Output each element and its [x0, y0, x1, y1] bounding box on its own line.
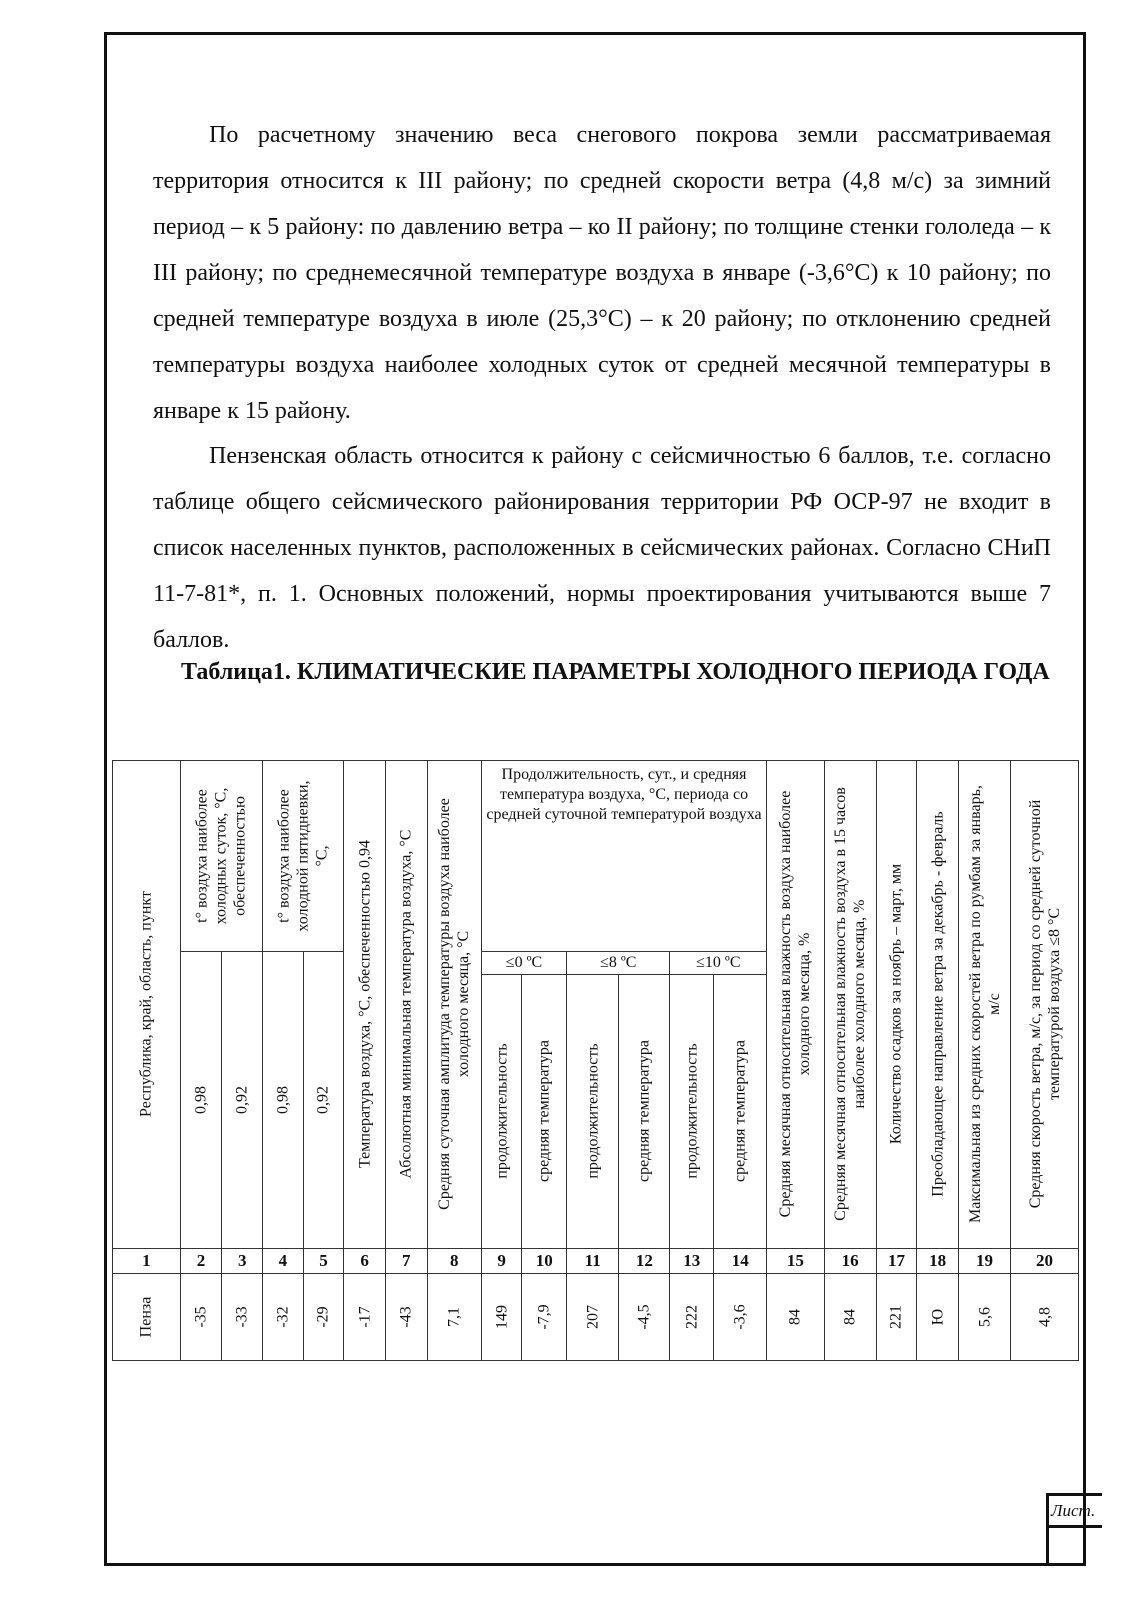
- paragraph-seismic: Пензенская область относится к району с сейсмичностью 6 баллов, т.е. согласно таблице общего сейсмического районирования территории РФ ОСР-97 не входит в список населенных пунктов, расположенных в сейсмических районах. Согласно СНиП 11-7-81*, п. 1. Основных положений, нормы проектирования учитываются выше 7 баллов.: [153, 443, 1051, 653]
- col-num: 8: [427, 1248, 481, 1273]
- cell-value: -4,5: [619, 1273, 670, 1360]
- header-humidity: Средняя месячная относительная влажность воздуха наиболее холодного месяца, %: [767, 761, 824, 1249]
- header-humidity-15h: Средняя месячная относительная влажность воздуха в 15 часов наиболее холодного месяца, %: [824, 761, 876, 1249]
- cell-value: 7,1: [427, 1273, 481, 1360]
- col-num: 20: [1011, 1248, 1079, 1273]
- col-num: 18: [917, 1248, 959, 1273]
- col-num: 10: [522, 1248, 567, 1273]
- col-num: 3: [222, 1248, 263, 1273]
- cell-value: -29: [303, 1273, 344, 1360]
- climate-table: [112, 760, 1079, 1361]
- cell-value: -7,9: [522, 1273, 567, 1360]
- sub-cold-day-092: 0,92: [222, 952, 263, 1249]
- table-row: [113, 1273, 1079, 1360]
- paragraph-snow-wind: По расчетному значению веса снегового покрова земли рассматриваемая территория относится к III району; по средней скорости ветра (4,8 м/с) за зимний период – к 5 району: по давлению ветра – ко II району; по толщине стенки гололеда – к III району; по среднемесячной температуре воздуха в январе (-3,6°С) к 10 району; по средней температуре воздуха в июле (25,3°С) – к 20 району; по отклонению средней температуры воздуха наиболее холодных суток от средней месячной температуры в январе к 15 району.: [153, 122, 1051, 424]
- table-title: Таблица1. КЛИМАТИЧЕСКИЕ ПАРАМЕТРЫ ХОЛОДНОГО ПЕРИОДА ГОДА: [181, 659, 1050, 685]
- sub-duration-10: продолжительность: [670, 974, 714, 1248]
- cell-value: 4,8: [1011, 1273, 1079, 1360]
- col-num: 14: [714, 1248, 767, 1273]
- header-amplitude: Средняя суточная амплитуда температуры воздуха наиболее холодного месяца, °С: [427, 761, 481, 1249]
- header-abs-min: Абсолютная минимальная температура воздуха, °С: [385, 761, 427, 1249]
- sub-threshold-8: ≤8 ºС: [567, 952, 670, 975]
- col-num: 13: [670, 1248, 714, 1273]
- col-num: 16: [824, 1248, 876, 1273]
- col-num: 5: [303, 1248, 344, 1273]
- cell-value: 149: [481, 1273, 522, 1360]
- sub-five-day-098: 0,98: [263, 952, 304, 1249]
- sub-duration-8: продолжительность: [567, 974, 619, 1248]
- col-num: 2: [180, 1248, 222, 1273]
- header-precipitation: Количество осадков за ноябрь – март, мм: [876, 761, 917, 1249]
- sub-avg-temp-8: средняя температура: [619, 974, 670, 1248]
- col-num: 11: [567, 1248, 619, 1273]
- cell-value: -3,6: [714, 1273, 767, 1360]
- column-number-row: [113, 1248, 1079, 1273]
- col-num: 4: [263, 1248, 304, 1273]
- header-wind-direction: Преобладающее направление ветра за декабрь - февраль: [917, 761, 959, 1249]
- cell-value: -43: [385, 1273, 427, 1360]
- sub-avg-temp-10: средняя температура: [714, 974, 767, 1248]
- col-num: 19: [958, 1248, 1010, 1273]
- cell-value: 207: [567, 1273, 619, 1360]
- cell-value: -17: [344, 1273, 386, 1360]
- cell-city: Пенза: [113, 1273, 181, 1360]
- col-num: 6: [344, 1248, 386, 1273]
- cell-value: 84: [824, 1273, 876, 1360]
- cell-value: 222: [670, 1273, 714, 1360]
- col-num: 15: [767, 1248, 824, 1273]
- col-num: 1: [113, 1248, 181, 1273]
- header-max-wind: Максимальная из средних скоростей ветра по румбам за январь, м/с: [958, 761, 1010, 1249]
- cell-value: 5,6: [958, 1273, 1010, 1360]
- sheet-number-box: [1046, 1528, 1086, 1566]
- header-region: Республика, край, область, пункт: [113, 761, 181, 1249]
- sub-duration-0: продолжительность: [481, 974, 522, 1248]
- header-coldest-five-days: t° воздуха наиболее холодной пятидневки, °С,: [263, 761, 344, 952]
- sub-avg-temp-0: средняя температура: [522, 974, 567, 1248]
- header-duration-group: Продолжительность, сут., и средняя температура воздуха, °С, периода со средней суточной температурой воздуха: [481, 761, 767, 952]
- cell-value: Ю: [917, 1273, 959, 1360]
- header-temp-094: Температура воздуха, °С, обеспеченностью 0,94: [344, 761, 386, 1249]
- cell-value: -33: [222, 1273, 263, 1360]
- col-num: 17: [876, 1248, 917, 1273]
- cell-value: -32: [263, 1273, 304, 1360]
- sub-threshold-0: ≤0 ºС: [481, 952, 566, 975]
- cell-value: 84: [767, 1273, 824, 1360]
- sub-cold-day-098: 0,98: [180, 952, 222, 1249]
- col-num: 7: [385, 1248, 427, 1273]
- sub-five-day-092: 0,92: [303, 952, 344, 1249]
- header-avg-wind: Средняя скорость ветра, м/с, за период со средней суточной температурой воздуха ≤8 °С: [1011, 761, 1079, 1249]
- sub-threshold-10: ≤10 ºС: [670, 952, 767, 975]
- sheet-stamp-label: Лист.: [1046, 1493, 1102, 1528]
- col-num: 9: [481, 1248, 522, 1273]
- header-coldest-day: t° воздуха наиболее холодных суток, °С, обеспеченностью: [180, 761, 262, 952]
- col-num: 12: [619, 1248, 670, 1273]
- cell-value: -35: [180, 1273, 222, 1360]
- cell-value: 221: [876, 1273, 917, 1360]
